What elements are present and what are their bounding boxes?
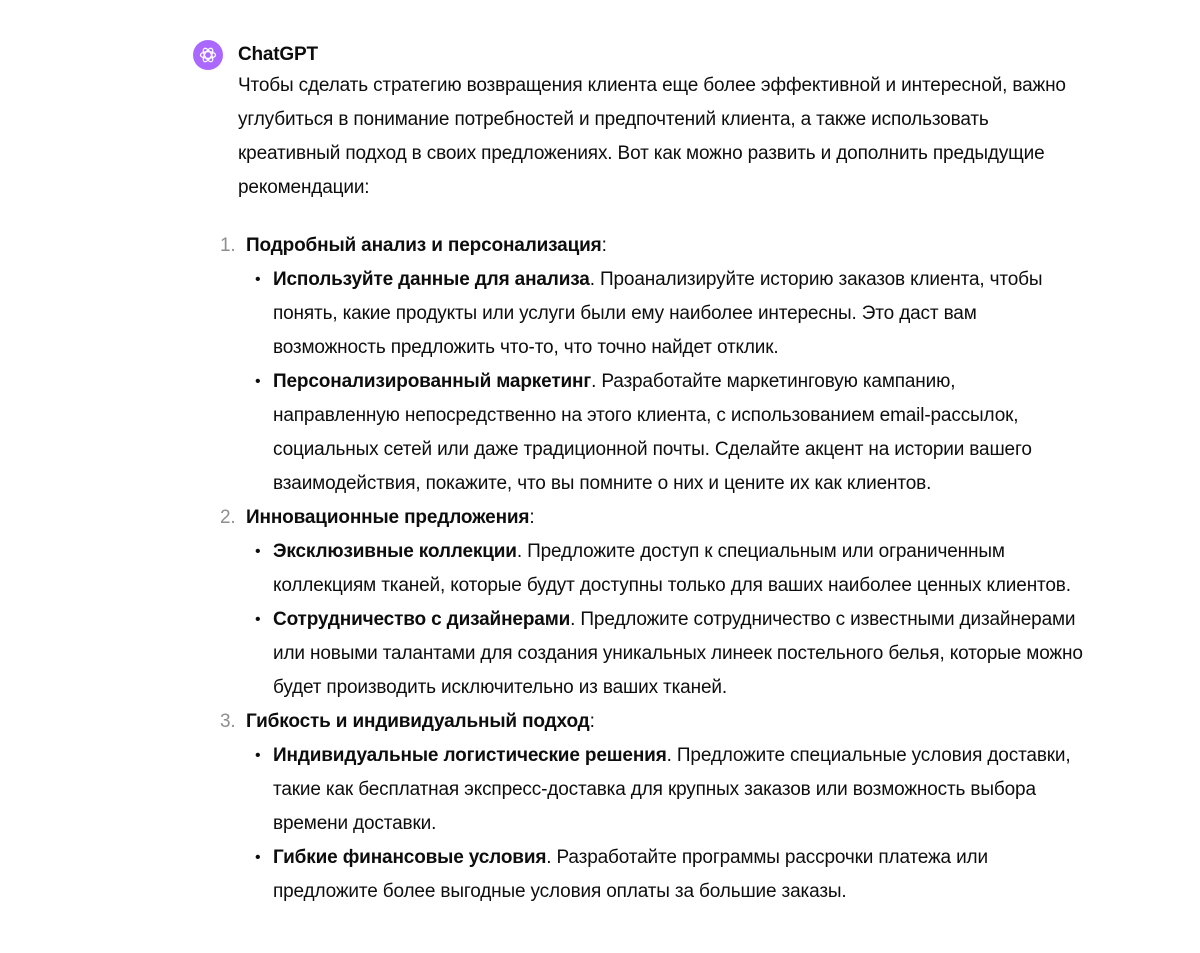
list-number: 1. (220, 235, 236, 256)
bullet-item (255, 263, 1083, 365)
bullet-text: . Предложите сотрудничество с известными дизайнерами или новыми талантами для создания уникальных линеек постельного белья, которые можно будет производить исключительно из ваших тканей. (273, 609, 1083, 698)
bullet-item (255, 841, 1083, 909)
bullet-text: . Предложите специальные условия доставки, такие как бесплатная экспресс-доставка для крупных заказов или возможность выбора времени доставки. (273, 745, 1071, 834)
bullet-title: Используйте данные для анализа (273, 269, 590, 290)
bullet-list (246, 263, 1138, 501)
bullet-icon: • (255, 747, 261, 764)
section-title-text: Гибкость и индивидуальный подход (246, 711, 590, 732)
bullet-list (246, 535, 1138, 705)
bullet-text: . Проанализируйте историю заказов клиента, чтобы понять, какие продукты или услуги были ему наиболее интересны. Это даст вам возможность предложить что-то, что точно найдет отклик. (273, 269, 1043, 358)
section-title-suffix: : (601, 235, 607, 256)
bullet-item (255, 739, 1083, 841)
bullet-text: . Предложите доступ к специальным или ограниченным коллекциям тканей, которые будут доступны только для ваших наиболее ценных клиентов. (273, 541, 1071, 596)
list-number: 3. (220, 711, 236, 732)
list-item (220, 501, 1138, 705)
bullet-item (255, 603, 1083, 705)
message-content (220, 69, 1138, 909)
section-title-text: Подробный анализ и персонализация (246, 235, 602, 256)
bullet-title: Персонализированный маркетинг (273, 371, 592, 392)
bullet-text: . Разработайте программы рассрочки платежа или предложите более выгодные условия оплаты за большие заказы. (273, 847, 988, 902)
section-title (246, 705, 1138, 739)
bullet-title: Гибкие финансовые условия (273, 847, 547, 868)
bullet-title: Сотрудничество с дизайнерами (273, 609, 571, 630)
intro-paragraph: Чтобы сделать стратегию возвращения клиента еще более эффективной и интересной, важно углубиться в понимание потребностей и предпочтений клиента, а также использовать креативный подход в своих предложениях. Вот как можно развить и дополнить предыдущие рекомендации: (238, 75, 1066, 198)
bullet-icon: • (255, 611, 261, 628)
section-title (246, 501, 1138, 535)
recommendations-list (220, 229, 1138, 909)
bullet-title: Индивидуальные логистические решения (273, 745, 667, 766)
openai-logo-icon (198, 45, 218, 65)
section-title-suffix: : (589, 711, 595, 732)
bullet-icon: • (255, 543, 261, 560)
list-number: 2. (220, 507, 236, 528)
bullet-item (255, 535, 1083, 603)
section-title-text: Инновационные предложения (246, 507, 530, 528)
section-title-suffix: : (529, 507, 535, 528)
list-item (220, 229, 1138, 501)
bullet-icon: • (255, 271, 261, 288)
assistant-avatar (193, 40, 223, 70)
bullet-list (246, 739, 1138, 909)
list-item (220, 705, 1138, 909)
author-name: ChatGPT (238, 44, 318, 65)
bullet-icon: • (255, 849, 261, 866)
bullet-icon: • (255, 373, 261, 390)
bullet-text: . Разработайте маркетинговую кампанию, направленную непосредственно на этого клиента, с использованием email-рассылок, социальных сетей или даже традиционной почты. Сделайте акцент на истории вашего взаимодействия, покажите, что вы помните о них и цените их как клиентов. (273, 371, 1032, 494)
bullet-item (255, 365, 1083, 501)
bullet-title: Эксклюзивные коллекции (273, 541, 517, 562)
section-title (246, 229, 1138, 263)
